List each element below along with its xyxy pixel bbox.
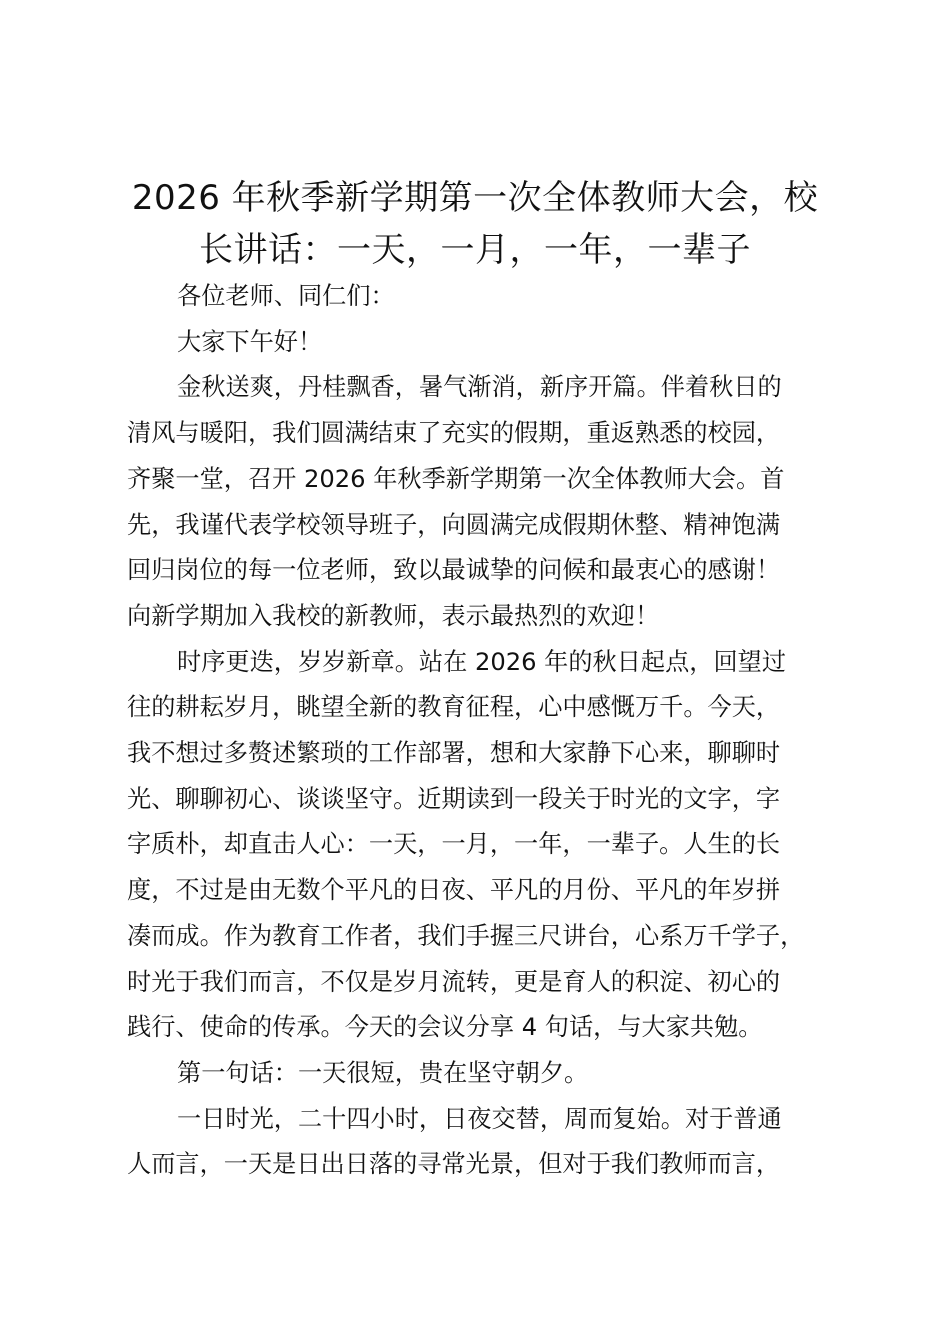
paragraph-line: 向新学期加入我校的新教师，表示最热烈的欢迎！ (127, 601, 660, 630)
paragraph-salutation (127, 274, 867, 320)
document-body (127, 274, 867, 1188)
paragraph-line: 齐聚一堂，召开 2026 年秋季新学期第一次全体教师大会。首 (127, 464, 785, 493)
paragraph-line: 第一句话：一天很短，贵在坚守朝夕。 (177, 1058, 589, 1087)
paragraph-line: 往的耕耘岁月，眺望全新的教育征程，心中感慨万千。今天， (127, 693, 781, 722)
paragraph-line: 金秋送爽，丹桂飘香，暑气渐消，新序开篇。伴着秋日的 (177, 373, 782, 402)
paragraph-line: 回归岗位的每一位老师，致以最诚挚的问候和最衷心的感谢！ (127, 556, 781, 585)
paragraph-one-day (127, 1097, 867, 1188)
title-line-2: 长讲话：一天，一月，一年，一辈子 (199, 230, 751, 270)
paragraph-reflection (127, 640, 867, 1051)
paragraph-line: 一日时光，二十四小时，日夜交替，周而复始。对于普通 (177, 1104, 782, 1133)
document-title (100, 172, 850, 276)
paragraph-line: 度，不过是由无数个平凡的日夜、平凡的月份、平凡的年岁拼 (127, 876, 781, 905)
paragraph-line: 时光于我们而言，不仅是岁月流转，更是育人的积淀、初心的 (127, 967, 781, 996)
paragraph-line: 清风与暖阳，我们圆满结束了充实的假期，重返熟悉的校园， (127, 419, 781, 448)
title-line-1: 2026 年秋季新学期第一次全体教师大会，校 (131, 178, 819, 218)
paragraph-line: 我不想过多赘述繁琐的工作部署，想和大家静下心来，聊聊时 (127, 739, 781, 768)
paragraph-line: 先，我谨代表学校领导班子，向圆满完成假期休整、精神饱满 (127, 510, 781, 539)
paragraph-line: 字质朴，却直击人心：一天，一月，一年，一辈子。人生的长 (127, 830, 781, 859)
paragraph-line: 大家下午好！ (177, 327, 323, 356)
paragraph-line: 时序更迭，岁岁新章。站在 2026 年的秋日起点，回望过 (177, 647, 787, 676)
paragraph-line: 人而言，一天是日出日落的寻常光景，但对于我们教师而言， (127, 1150, 781, 1179)
section-heading-first (127, 1051, 867, 1097)
paragraph-line: 凑而成。作为教育工作者，我们手握三尺讲台，心系万千学子， (127, 921, 805, 950)
paragraph-line: 践行、使命的传承。今天的会议分享 4 句话，与大家共勉。 (127, 1013, 763, 1042)
paragraph-line: 各位老师、同仁们： (177, 282, 395, 310)
paragraph-opening (127, 365, 867, 639)
paragraph-line: 光、聊聊初心、谈谈坚守。近期读到一段关于时光的文字，字 (127, 784, 781, 813)
paragraph-greeting (127, 320, 867, 366)
